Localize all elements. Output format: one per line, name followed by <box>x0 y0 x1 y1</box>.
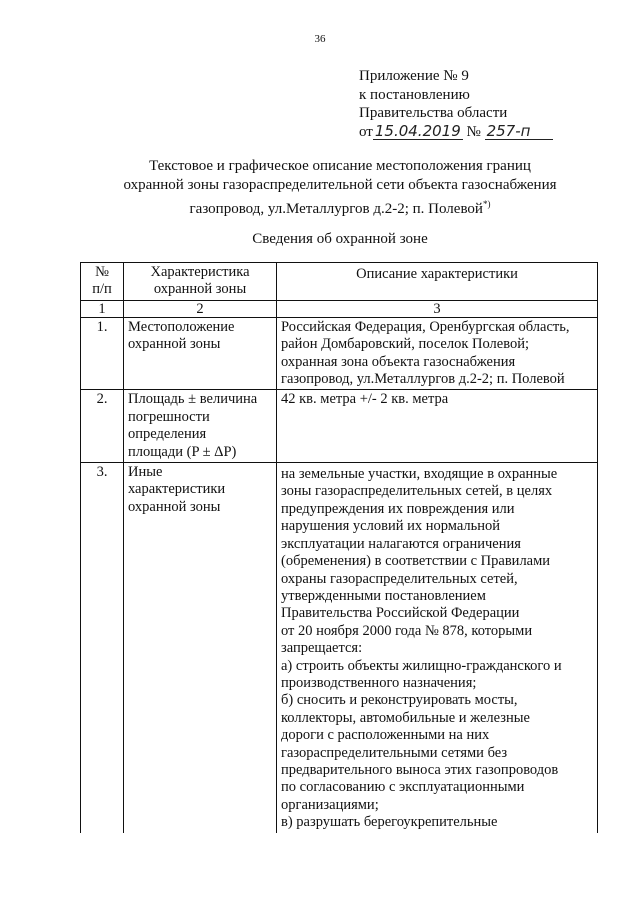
annex-date: 15.04.2019 <box>374 121 461 140</box>
section-subtitle: Сведения об охранной зоне <box>252 231 428 247</box>
row-characteristic: Площадь ± величина погрешности определения площади (P ± ΔP) <box>124 390 277 463</box>
row-characteristic: Местоположение охранной зоны <box>124 317 277 390</box>
row-number: 3. <box>81 463 124 833</box>
header-description: Описание характеристики <box>277 263 598 301</box>
table-row <box>81 463 598 833</box>
row-description: 42 кв. метра +/- 2 кв. метра <box>277 390 598 463</box>
row-number: 1. <box>81 317 124 390</box>
column-number: 3 <box>277 300 598 317</box>
table-row <box>81 390 598 463</box>
annex-date-prefix: от <box>359 123 373 140</box>
row-number: 2. <box>81 390 124 463</box>
row-characteristic: Иные характеристики охранной зоны <box>124 463 277 833</box>
annex-number-prefix: № <box>466 123 481 140</box>
annex-line-3: Правительства области <box>359 105 508 121</box>
title-line-3 <box>0 195 640 219</box>
annex-title: Приложение № 9 <box>359 68 469 84</box>
row-description: на земельные участки, входящие в охранные зоны газораспределительных сетей, в целях предупреждения их повреждения или нарушения условий их нормальной эксплуатации налагаются ограничения (обременения) в соответствии с Правилами охраны газораспределительных сетей, утвержденными постановлением Правительства Российской Федерации от 20 ноября 2000 года № 878, которыми запрещается: а) строить объекты жилищно-гражданского и производственного назначения; б) сносить и реконструировать мосты, коллекторы, автомобильные и железные дороги с расположенными на них газораспределительными сетями без предварительного выноса этих газопроводов по согласованию с эксплуатационными организациями; в) разрушать берегоукрепительные <box>277 463 598 833</box>
protected-zone-table <box>80 262 598 833</box>
annex-header <box>359 67 553 141</box>
page-number: 36 <box>314 33 326 45</box>
table-row <box>81 317 598 390</box>
table-header-row <box>81 263 598 301</box>
column-number: 1 <box>81 300 124 317</box>
title-line-2: охранной зоны газораспределительной сети объекта газоснабжения <box>123 177 557 193</box>
column-number-row <box>81 300 598 317</box>
annex-date-line <box>359 123 553 142</box>
annex-number: 257-п <box>485 124 553 140</box>
column-number: 2 <box>124 300 277 317</box>
title-line-1: Текстовое и графическое описание местоположения границ <box>149 158 531 174</box>
title-line-3-text: газопровод, ул.Металлургов д.2-2; п. Полевой <box>189 201 483 217</box>
annex-line-2: к постановлению <box>359 86 470 103</box>
header-num: № п/п <box>81 263 124 301</box>
header-characteristic: Характеристика охранной зоны <box>124 263 277 301</box>
document-title <box>0 157 640 219</box>
row-description: Российская Федерация, Оренбургская область, район Домбаровский, поселок Полевой; охранная зона объекта газоснабжения газопровод, ул.Металлургов д.2-2; п. Полевой <box>277 317 598 390</box>
footnote-mark: *) <box>482 199 491 209</box>
